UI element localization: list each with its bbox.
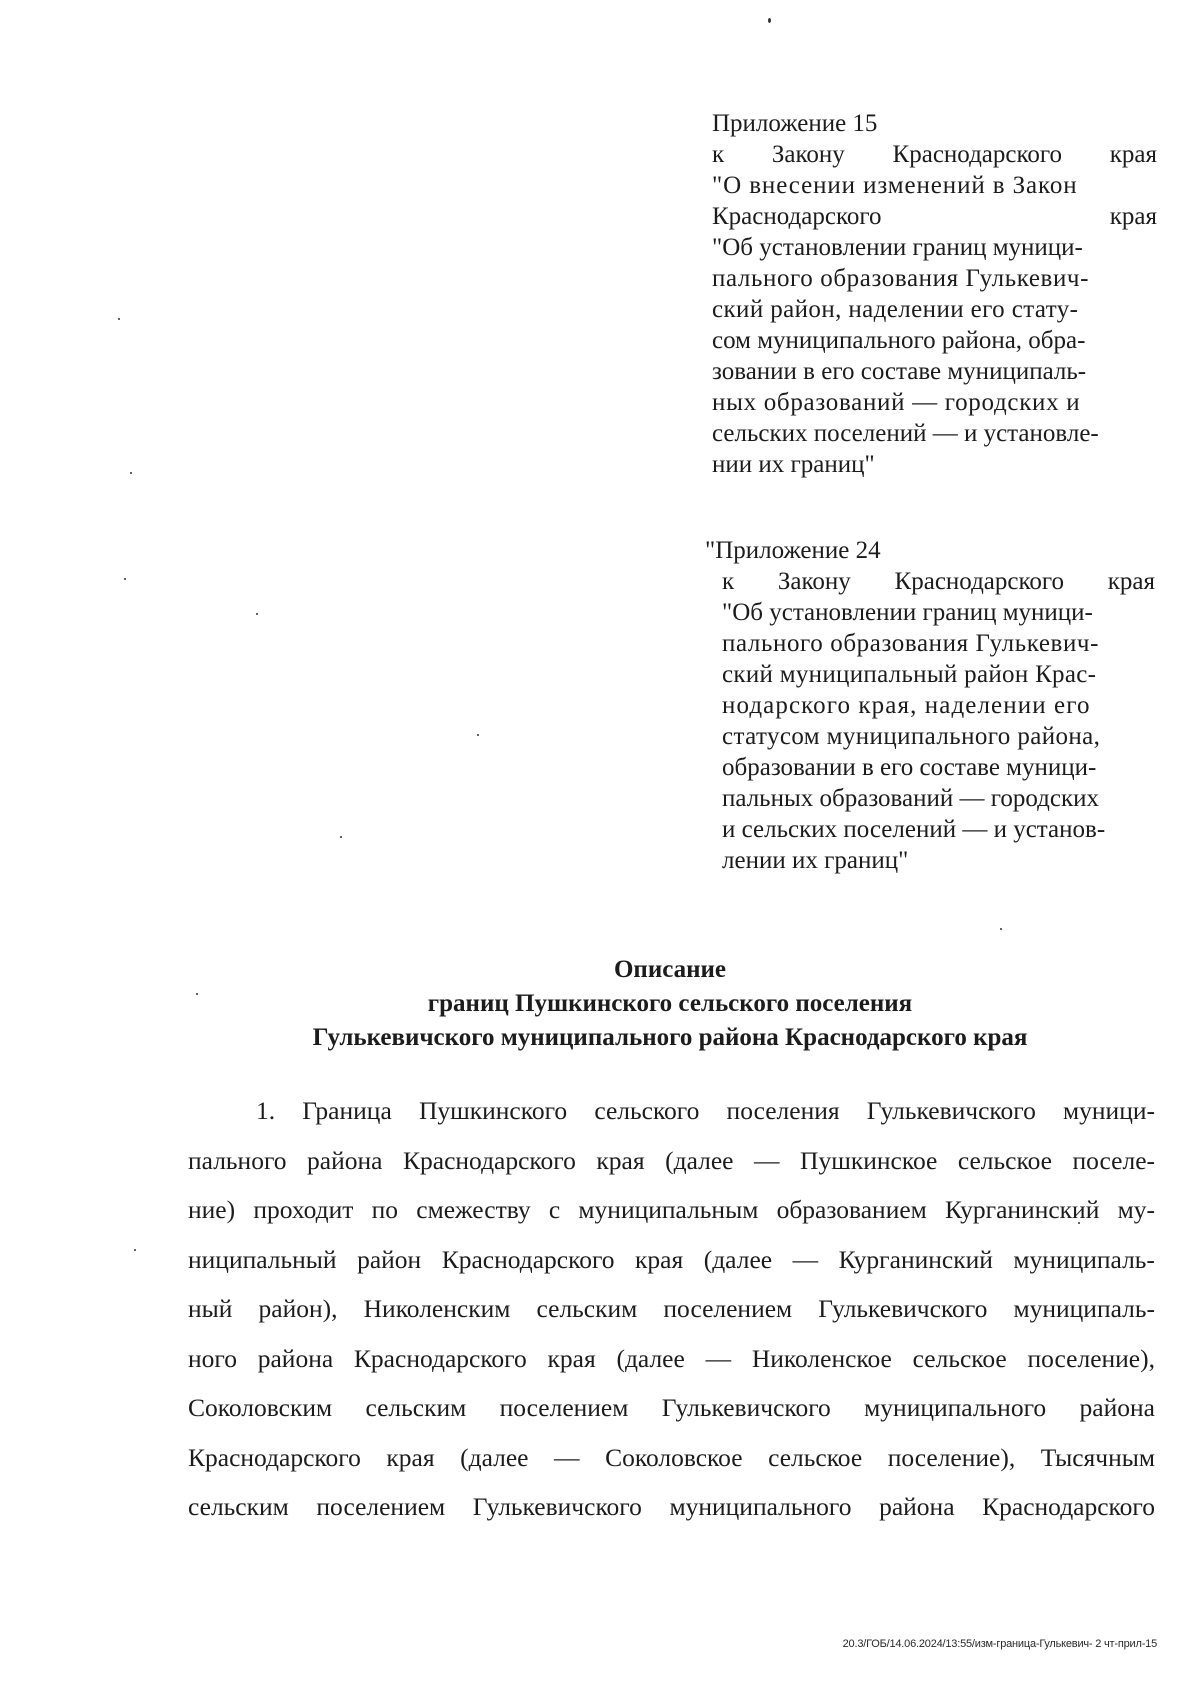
scan-speck — [134, 1249, 136, 1251]
paragraph-word: сельским — [188, 1492, 289, 1521]
annex-15-line: "Об установлении границ муници- — [712, 234, 1083, 261]
annex-15-word: Закону — [771, 141, 845, 168]
paragraph-word: района — [307, 1145, 383, 1175]
annex-24-line: пального образования Гулькевич- — [722, 630, 1100, 657]
paragraph-word: с — [548, 1195, 561, 1224]
paragraph-word: Соколовским — [188, 1393, 333, 1422]
annex-24-word: края — [1107, 568, 1155, 595]
annex-24-header — [705, 535, 1155, 876]
paragraph-word: района — [257, 1343, 334, 1373]
paragraph-word: сельского — [594, 1096, 700, 1125]
paragraph-word: смежеству — [416, 1195, 531, 1224]
paragraph-word: проходит — [253, 1195, 354, 1224]
annex-24-line: статусом муниципального района, — [722, 723, 1101, 750]
scan-speck — [768, 18, 771, 23]
paragraph-word: — — [792, 1244, 819, 1274]
scan-speck — [130, 472, 132, 474]
paragraph-word: сельским — [536, 1294, 638, 1323]
paragraph-word: поселения — [726, 1096, 840, 1125]
paragraph-word: Николенское — [751, 1343, 892, 1373]
paragraph-word: — — [705, 1343, 732, 1373]
footer-file-stamp: 20.3/ГОБ/14.06.2024/13:55/изм-граница-Гулькевич- 2 чт-прил-15 — [842, 1638, 1157, 1650]
paragraph-word: муниципального — [864, 1393, 1047, 1422]
paragraph-word: пального — [188, 1145, 287, 1175]
paragraph-word: Краснодарского — [403, 1145, 576, 1175]
paragraph-line — [188, 1284, 1155, 1334]
annex-15-title: Приложение 15 — [712, 110, 878, 137]
paragraph-word: Гулькевичского — [866, 1096, 1036, 1125]
paragraph-word: ние) — [188, 1195, 236, 1224]
paragraph-word: Краснодарского — [188, 1442, 361, 1472]
paragraph-word: — — [754, 1145, 780, 1175]
annex-24-word: к — [722, 568, 735, 595]
paragraph-line — [188, 1482, 1155, 1532]
annex-24-line: нодарского края, наделении его — [722, 692, 1091, 719]
paragraph-word: края — [547, 1343, 596, 1373]
paragraph-word: поселением — [663, 1294, 793, 1323]
paragraph-word: поселением — [316, 1492, 446, 1521]
paragraph-line — [188, 1235, 1155, 1285]
paragraph-word: сельское — [912, 1343, 1007, 1373]
annex-15-line: сом муниципального района, обра- — [712, 327, 1086, 354]
paragraph-word: Курганинский — [945, 1195, 1100, 1224]
paragraph-line — [188, 1383, 1155, 1433]
paragraph-word: по — [371, 1195, 399, 1224]
paragraph-word: район), — [258, 1294, 338, 1323]
paragraph-line — [188, 1185, 1155, 1235]
paragraph-word: Пушкинского — [418, 1096, 568, 1125]
paragraph-word: Гулькевичского — [818, 1294, 988, 1323]
paragraph-word: поселение), — [887, 1442, 1016, 1472]
annex-24-line: лении их границ" — [722, 847, 909, 874]
paragraph-word: муниципальным — [578, 1195, 759, 1224]
title-line-1: Описание — [613, 956, 727, 983]
paragraph-word: края — [596, 1145, 645, 1175]
paragraph-word: поселе- — [1072, 1145, 1155, 1175]
paragraph-word: Граница — [302, 1096, 392, 1125]
paragraph-word: (далее — [460, 1442, 529, 1472]
paragraph-line — [188, 1433, 1155, 1483]
paragraph-word: муниципаль- — [1013, 1294, 1155, 1323]
scan-speck — [1000, 928, 1002, 930]
annex-15-line: сельских поселений — и установле- — [712, 420, 1099, 447]
scan-speck — [340, 836, 342, 838]
paragraph-word: — — [554, 1442, 580, 1472]
annex-24-line: и сельских поселений — и установ- — [722, 816, 1106, 843]
annex-24-line: ский муниципальный район Крас- — [722, 661, 1097, 688]
paragraph-word: образованием — [776, 1195, 927, 1224]
document-title — [0, 953, 1200, 1055]
scan-speck — [118, 318, 120, 320]
paragraph-word: 1. — [256, 1096, 276, 1125]
scan-speck — [256, 613, 258, 615]
annex-24-line: пальных образований — городских — [722, 785, 1100, 812]
paragraph-word: ный — [188, 1294, 233, 1323]
annex-24-title: "Приложение 24 — [705, 537, 881, 564]
paragraph-1 — [188, 1086, 1155, 1532]
paragraph-line — [188, 1334, 1155, 1384]
paragraph-word: муниципального — [669, 1492, 852, 1521]
annex-15-word: края — [1109, 203, 1157, 230]
paragraph-word: муници- — [1063, 1096, 1155, 1125]
scan-speck — [477, 734, 479, 736]
paragraph-word: ниципальный — [188, 1244, 337, 1274]
paragraph-word: сельским — [365, 1393, 467, 1422]
paragraph-word: район — [357, 1244, 422, 1274]
annex-15-line: ский район, наделении его стату- — [712, 296, 1079, 323]
paragraph-word: Курганинский — [838, 1244, 993, 1274]
annex-24-line — [705, 566, 1155, 597]
annex-15-line: пального образования Гулькевич- — [712, 265, 1090, 292]
paragraph-word: сельское — [768, 1442, 863, 1472]
paragraph-line — [188, 1086, 1155, 1136]
paragraph-word: (далее — [665, 1145, 734, 1175]
title-line-3: Гулькевичского муниципального района Краснодарского края — [312, 1024, 1028, 1051]
annex-24-word: Закону — [777, 568, 851, 595]
paragraph-word: муниципаль- — [1013, 1244, 1155, 1274]
paragraph-word: Краснодарского — [353, 1343, 527, 1373]
paragraph-word: Краснодарского — [441, 1244, 615, 1274]
paragraph-word: Тысячным — [1040, 1442, 1155, 1472]
paragraph-word: поселением — [499, 1393, 629, 1422]
annex-15-line: ных образований — городских и — [712, 389, 1081, 416]
paragraph-word: Гулькевичского — [472, 1492, 642, 1521]
annex-15-word: Краснодарского — [712, 203, 882, 230]
paragraph-line — [188, 1136, 1155, 1186]
paragraph-word: края — [635, 1244, 684, 1274]
paragraph-word: края — [386, 1442, 435, 1472]
paragraph-word: му- — [1117, 1195, 1155, 1224]
paragraph-word: Гулькевичского — [661, 1393, 831, 1422]
annex-24-line: образовании в его составе муници- — [722, 754, 1097, 781]
annex-15-word: Краснодарского — [892, 141, 1062, 168]
annex-15-word: к — [712, 141, 725, 168]
annex-15-line — [712, 139, 1157, 170]
paragraph-word: Николенским — [363, 1294, 511, 1323]
annex-15-line: "О внесении изменений в Закон — [712, 172, 1078, 199]
paragraph-word: (далее — [703, 1244, 773, 1274]
annex-15-line: зовании в его составе муниципаль- — [712, 358, 1087, 385]
paragraph-word: Соколовское — [605, 1442, 743, 1472]
paragraph-word: (далее — [616, 1343, 685, 1373]
annex-24-line: "Об установлении границ муници- — [722, 599, 1093, 626]
annex-15-line: нии их границ" — [712, 451, 875, 478]
paragraph-word: района — [1079, 1393, 1155, 1422]
paragraph-word: Краснодарского — [982, 1492, 1155, 1521]
paragraph-word: Пушкинское — [800, 1145, 938, 1175]
paragraph-word: ного — [188, 1343, 237, 1373]
paragraph-word: поселение), — [1027, 1343, 1155, 1373]
annex-15-line — [712, 201, 1157, 232]
scan-speck — [124, 578, 126, 580]
annex-15-header — [712, 108, 1157, 480]
paragraph-word: сельское — [957, 1145, 1052, 1175]
annex-15-word: края — [1109, 141, 1157, 168]
paragraph-word: района — [879, 1492, 955, 1521]
annex-24-word: Краснодарского — [894, 568, 1064, 595]
title-line-2: границ Пушкинского сельского поселения — [427, 990, 913, 1017]
